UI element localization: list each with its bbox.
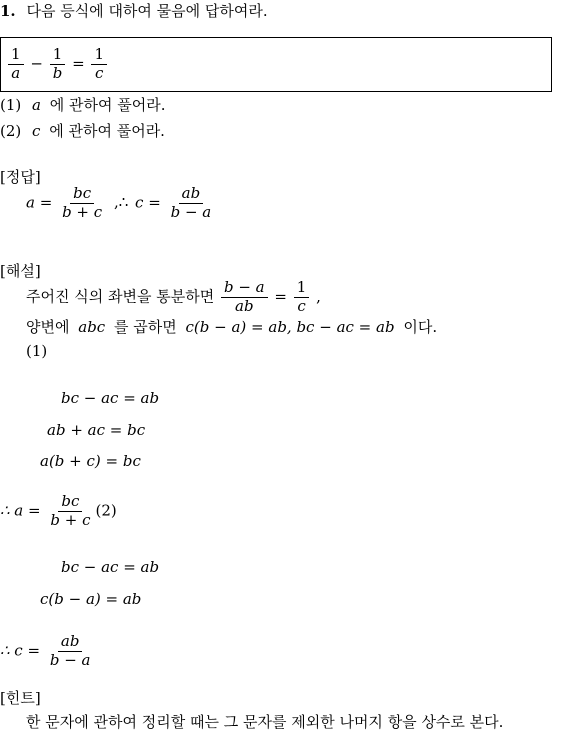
fraction-1-over-b: $\frac{1}{b}$ — [50, 47, 66, 82]
hint-heading: [힌트] — [0, 689, 41, 707]
part-1-label: (1) — [26, 342, 48, 360]
step-eq-2: ab + ac = bc — [47, 421, 146, 439]
answer-fraction-a: $\frac{bc}{b + c}$ — [62, 184, 103, 221]
problem-statement: 다음 등식에 대하여 물음에 답하여라. — [26, 2, 268, 20]
solution-line-1: 주어진 식의 좌변을 통분하면 $\frac{b - a}{ab}$ = $\frac{1}{c}$ , — [26, 278, 321, 315]
result-2: ∴ c = $\frac{ab}{b - a}$ — [0, 634, 96, 669]
step-eq-4: bc − ac = ab — [61, 558, 160, 576]
answer-fraction-c: $\frac{ab}{b - a}$ — [170, 184, 212, 221]
solution-line-2: 양변에 abc 를 곱하면 c(b − a) = ab, bc − ac = ab 이다. — [26, 318, 438, 336]
solution-fraction-1: $\frac{b - a}{ab}$ — [221, 280, 268, 315]
answer-heading: [정답] — [0, 168, 41, 186]
step-eq-3: a(b + c) = bc — [40, 452, 141, 470]
sub-question-1: (1) a 에 관하여 풀어라. — [0, 96, 166, 114]
result-2-fraction: $\frac{ab}{b - a}$ — [49, 632, 91, 669]
step-eq-5: c(b − a) = ab — [40, 590, 142, 608]
solution-fraction-2: $\frac{1}{c}$ — [294, 280, 310, 315]
step-eq-1: bc − ac = ab — [61, 389, 160, 407]
result-1-fraction: $\frac{bc}{b + c}$ — [50, 492, 91, 529]
hint-text: 한 문자에 관하여 정리할 때는 그 문자를 제외한 나머지 항을 상수로 본다. — [26, 713, 504, 731]
answer-line: a = $\frac{bc}{b + c}$ ,∴ c = $\frac{ab}{b - a}$ — [26, 186, 216, 221]
solution-heading: [해설] — [0, 262, 41, 280]
sub-question-2: (2) c 에 관하여 풀어라. — [0, 122, 165, 140]
given-equation — [6, 47, 109, 82]
fraction-1-over-a: $\frac{1}{a}$ — [8, 47, 24, 82]
equals-sign: = — [72, 54, 85, 73]
part-2-label: (2) — [95, 501, 117, 520]
minus-sign: − — [30, 54, 43, 73]
result-1: ∴ a = $\frac{bc}{b + c}$ (2) — [0, 492, 117, 529]
problem-header — [0, 0, 268, 21]
problem-number: 1. — [0, 2, 16, 20]
fraction-1-over-c: $\frac{1}{c}$ — [91, 47, 107, 82]
